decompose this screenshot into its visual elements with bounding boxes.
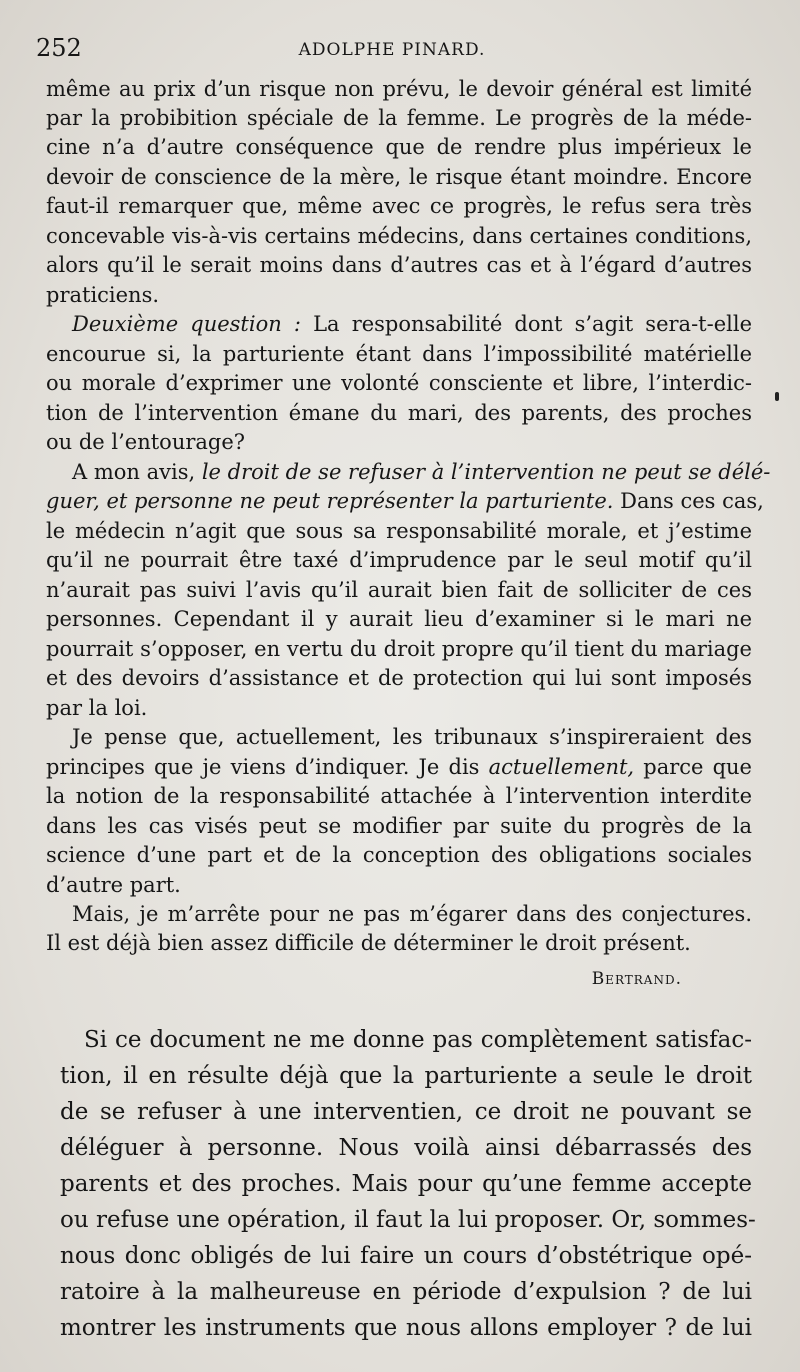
text-line: la notion de la responsabilité attachée à l’intervention interdite bbox=[46, 784, 752, 808]
question-text: La responsabilité dont s’agit sera-t-elle bbox=[313, 312, 752, 336]
text-line: Il est déjà bien assez difficile de déterminer le droit présent. bbox=[46, 931, 691, 955]
text-line: devoir de conscience de la mère, le risque étant moindre. Encore bbox=[46, 165, 752, 189]
text-line: tion, il en résulte déjà que la parturiente a seule le droit bbox=[60, 1063, 752, 1089]
principes-start: principes que je viens d’indiquer. Je dis bbox=[46, 755, 480, 779]
principes-italic: actuellement, bbox=[488, 755, 635, 779]
text-line: nous donc obligés de lui faire un cours d’obstétrique opé- bbox=[60, 1243, 752, 1269]
text-line: par la loi. bbox=[46, 696, 148, 720]
text-line: science d’une part et de la conception des obligations sociales bbox=[46, 843, 752, 867]
signature: Bertrand. bbox=[591, 969, 682, 989]
text-line: ou refuse une opération, il faut la lui proposer. Or, sommes- bbox=[60, 1207, 756, 1233]
text-line: Je pense que, actuellement, les tribunaux s’inspireraient des bbox=[72, 725, 752, 749]
text-line: par la probibition spéciale de la femme. Le progrès de la méde- bbox=[46, 106, 752, 130]
text-line: ou de l’entourage? bbox=[46, 430, 246, 454]
text-line: faut-il remarquer que, même avec ce progrès, le refus sera très bbox=[46, 194, 752, 218]
text-line: qu’il ne pourrait être taxé d’imprudence par le seul motif qu’il bbox=[46, 548, 752, 572]
avis-start: A mon avis, bbox=[72, 460, 196, 484]
text-line: alors qu’il le serait moins dans d’autres cas et à l’égard d’autres bbox=[46, 253, 752, 277]
text-line: le médecin n’agit que sous sa responsabilité morale, et j’estime bbox=[46, 519, 752, 543]
text-line bbox=[46, 487, 764, 516]
text-line: pourrait s’opposer, en vertu du droit propre qu’il tient du mariage bbox=[46, 637, 752, 661]
text-line: d’autre part. bbox=[46, 873, 181, 897]
text-line: dans les cas visés peut se modifier par suite du progrès de la bbox=[46, 814, 752, 838]
running-head: ADOLPHE PINARD. bbox=[298, 40, 486, 60]
text-line: de se refuser à une interventien, ce droit ne pouvant se bbox=[60, 1099, 752, 1125]
text-line: Mais, je m’arrête pour ne pas m’égarer dans des conjectures. bbox=[72, 902, 752, 926]
question-label: Deuxième question : bbox=[72, 312, 301, 336]
avis-italic: le droit de se refuser à l’intervention ne peut se délé- bbox=[201, 460, 771, 484]
text-line: déléguer à personne. Nous voilà ainsi débarrassés des bbox=[60, 1135, 752, 1161]
text-line: personnes. Cependant il y aurait lieu d’examiner si le mari ne bbox=[46, 607, 752, 631]
guer-italic: guer, et personne ne peut représenter la parturiente. bbox=[46, 489, 614, 513]
page-number: 252 bbox=[36, 34, 82, 62]
text-line: tion de l’intervention émane du mari, des parents, des proches bbox=[46, 401, 752, 425]
text-line: n’aurait pas suivi l’avis qu’il aurait bien fait de solliciter de ces bbox=[46, 578, 752, 602]
text-line: ou morale d’exprimer une volonté consciente et libre, l’interdic- bbox=[46, 371, 752, 395]
text-line bbox=[72, 458, 771, 487]
text-line bbox=[72, 310, 752, 339]
principes-end: parce que bbox=[643, 755, 752, 779]
text-line: praticiens. bbox=[46, 283, 160, 307]
text-line: montrer les instruments que nous allons employer ? de lui bbox=[60, 1315, 752, 1341]
text-line: même au prix d’un risque non prévu, le devoir général est limité bbox=[46, 77, 752, 101]
text-line: parents et des proches. Mais pour qu’une femme accepte bbox=[60, 1171, 752, 1197]
page-header bbox=[36, 32, 748, 64]
text-line: concevable vis-à-vis certains médecins, dans certaines conditions, bbox=[46, 224, 752, 248]
text-line: encourue si, la parturiente étant dans l’impossibilité matérielle bbox=[46, 342, 752, 366]
text-line bbox=[46, 753, 752, 782]
text-line: cine n’a d’autre conséquence que de rendre plus impérieux le bbox=[46, 135, 752, 159]
text-line: et des devoirs d’assistance et de protection qui lui sont imposés bbox=[46, 666, 752, 690]
guer-rest: Dans ces cas, bbox=[620, 489, 764, 513]
margin-mark bbox=[775, 392, 779, 401]
text-line: ratoire à la malheureuse en période d’expulsion ? de lui bbox=[60, 1279, 752, 1305]
text-line: Si ce document ne me donne pas complètement satisfac- bbox=[84, 1027, 752, 1053]
